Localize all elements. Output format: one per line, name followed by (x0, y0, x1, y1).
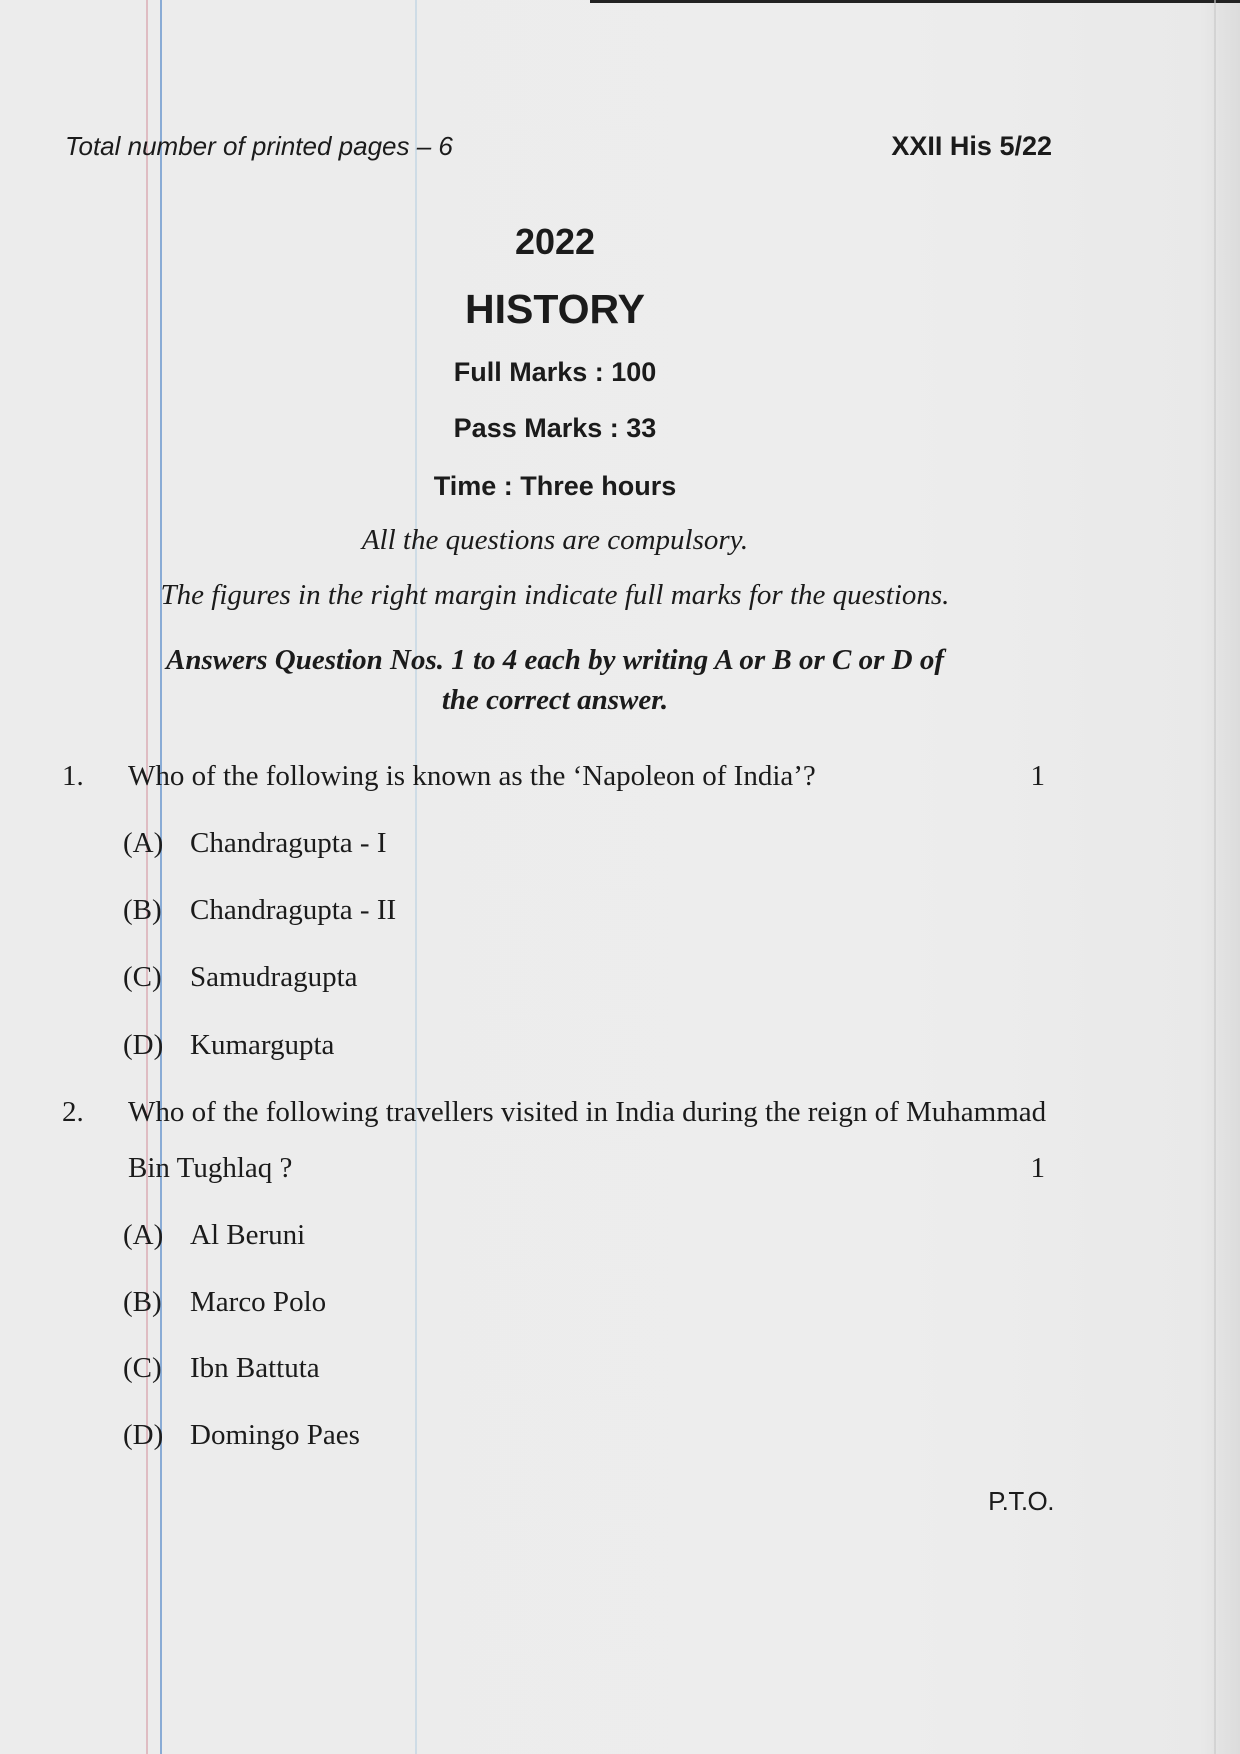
option-text: Al Beruni (190, 1219, 306, 1251)
instruction-compulsory: All the questions are compulsory. (361, 524, 749, 556)
option-label: (C) (123, 961, 162, 993)
ruled-line-faint (415, 0, 417, 1754)
option-text: Chandragupta - II (190, 894, 397, 926)
question-marks: 1 (1030, 760, 1045, 792)
instruction-margin-marks: The figures in the right margin indicate full marks for the questions. (160, 579, 950, 611)
question-text-line-1: Who of the following travellers visited in India during the reign of Muhammad (128, 1096, 1047, 1128)
option-label: (B) (123, 1286, 162, 1318)
instruction-answer-format-cont: the correct answer. (441, 684, 669, 716)
pass-marks: Pass Marks : 33 (453, 413, 657, 443)
exam-year: 2022 (514, 221, 596, 262)
scan-right-edge (1214, 0, 1216, 1754)
option-text: Domingo Paes (190, 1419, 360, 1451)
option-text: Chandragupta - I (190, 827, 387, 859)
question-number: 2. (62, 1096, 84, 1128)
question-text: Who of the following is known as the ‘Napoleon of India’? (128, 760, 816, 792)
option-text: Ibn Battuta (190, 1352, 320, 1384)
subject-title: HISTORY (465, 286, 645, 332)
question-text-line-2: Bin Tughlaq ? (128, 1152, 293, 1184)
margin-line-pink (146, 0, 148, 1754)
printed-pages-note: Total number of printed pages – 6 (65, 131, 453, 161)
margin-line-blue (160, 0, 162, 1754)
question-number: 1. (62, 760, 84, 792)
time-allowed: Time : Three hours (433, 471, 677, 501)
option-label: (B) (123, 894, 162, 926)
option-label: (D) (123, 1029, 164, 1061)
option-label: (A) (123, 827, 164, 859)
scan-top-edge (590, 0, 1240, 3)
option-label: (C) (123, 1352, 162, 1384)
full-marks: Full Marks : 100 (453, 357, 657, 387)
option-text: Marco Polo (190, 1286, 327, 1318)
question-marks: 1 (1030, 1152, 1045, 1184)
option-label: (A) (123, 1219, 164, 1251)
option-text: Kumargupta (190, 1029, 335, 1061)
paper-code: XXII His 5/22 (891, 131, 1052, 161)
option-text: Samudragupta (190, 961, 358, 993)
option-label: (D) (123, 1419, 164, 1451)
instruction-answer-format: Answers Question Nos. 1 to 4 each by writing A or B or C or D of (165, 644, 945, 676)
please-turn-over: P.T.O. (988, 1486, 1054, 1516)
